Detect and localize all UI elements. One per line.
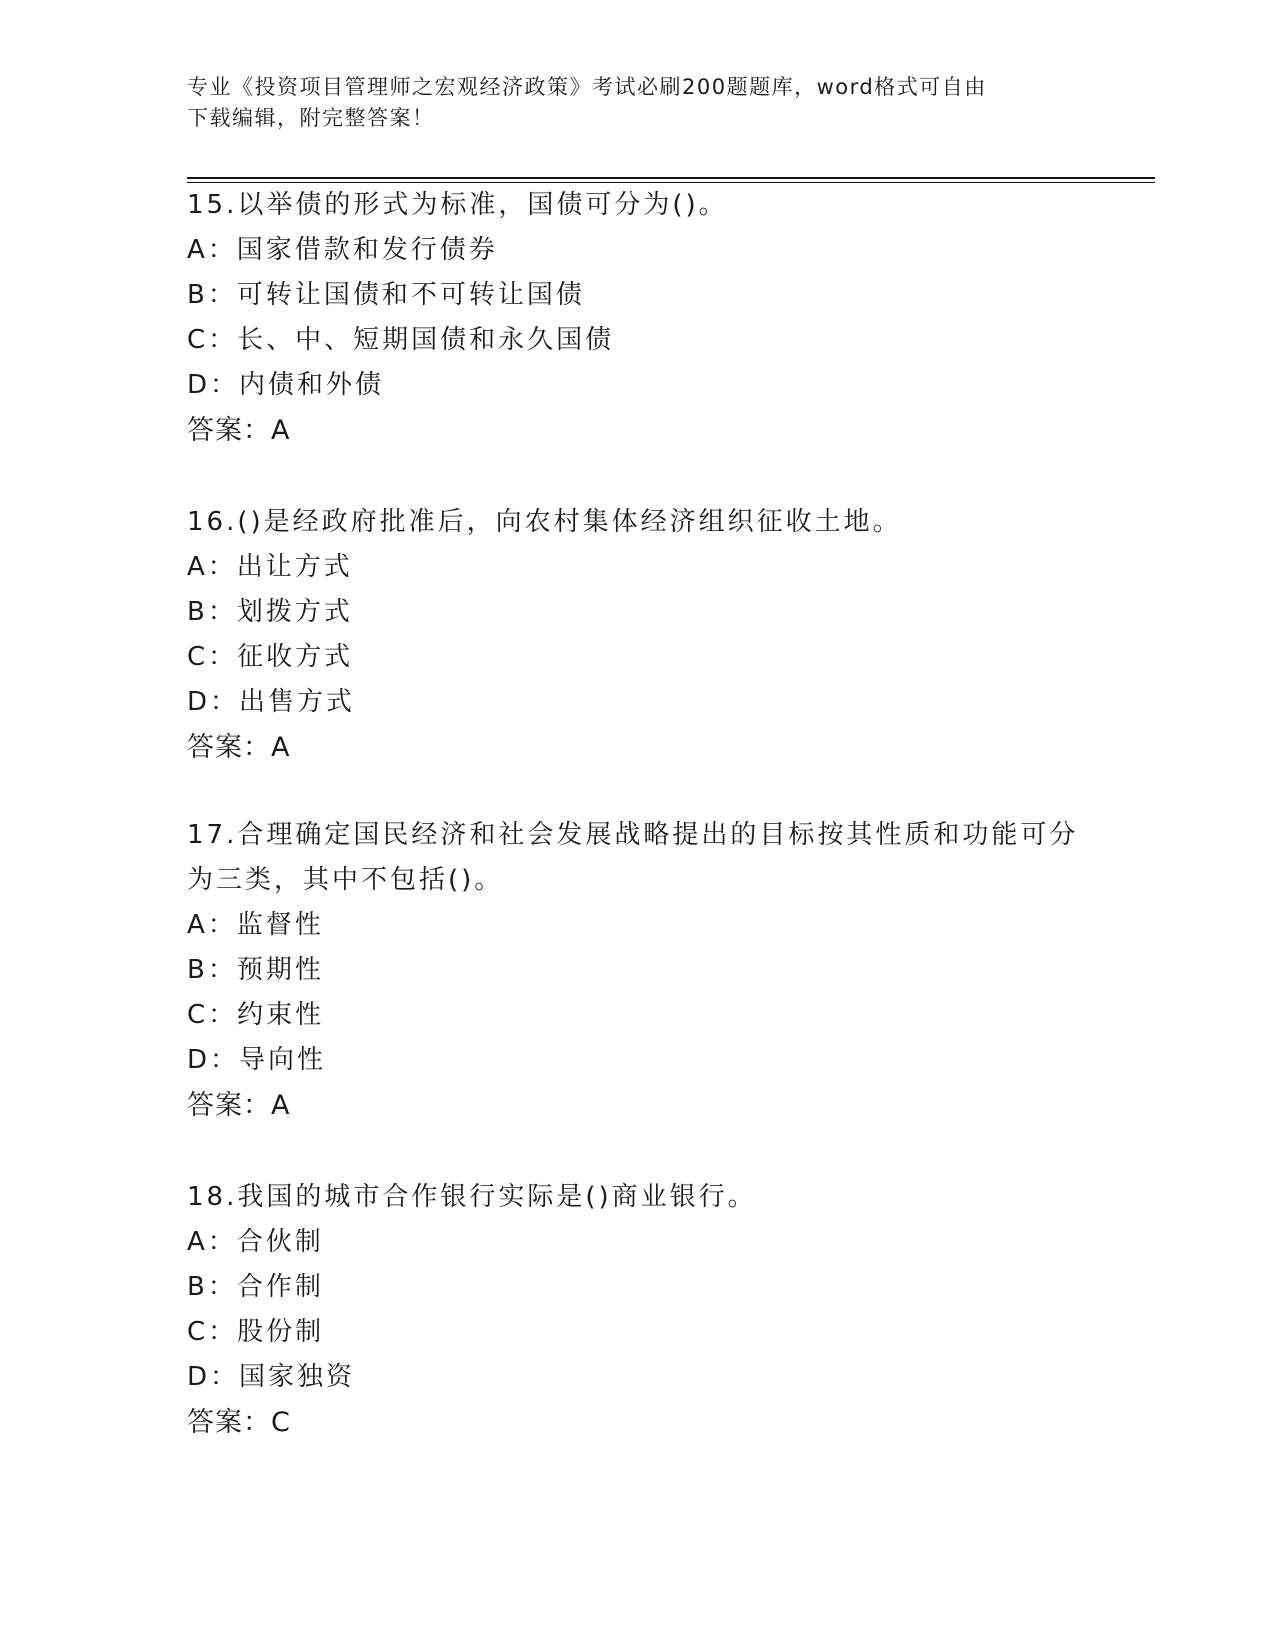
question-18 xyxy=(187,1175,1087,1446)
option-d: D：国家独资 xyxy=(187,1362,356,1392)
option-a: A：国家借款和发行债券 xyxy=(187,235,498,265)
question-16 xyxy=(187,500,1087,771)
answer-label: 答案：C xyxy=(187,1407,291,1438)
option-a: A：监督性 xyxy=(187,910,324,940)
option-c: C：长、中、短期国债和永久国债 xyxy=(187,325,615,355)
header-divider-thick xyxy=(187,177,1155,179)
question-stem-line-2: 为三类，其中不包括()。 xyxy=(187,865,504,895)
option-d: D：出售方式 xyxy=(187,687,356,717)
answer-label: 答案：A xyxy=(187,415,291,446)
answer-label: 答案：A xyxy=(187,1090,291,1121)
header-line-1: 专业《投资项目管理师之宏观经济政策》考试必刷200题题库，word格式可自由 xyxy=(187,75,987,99)
question-stem-line-1: 17.合理确定国民经济和社会发展战略提出的目标按其性质和功能可分 xyxy=(187,820,1079,850)
option-c: C：征收方式 xyxy=(187,642,354,672)
question-stem: 18.我国的城市合作银行实际是()商业银行。 xyxy=(187,1182,757,1212)
option-b: B：预期性 xyxy=(187,955,324,985)
option-a: A：合伙制 xyxy=(187,1227,324,1257)
question-15 xyxy=(187,183,1087,454)
header-line-2: 下载编辑，附完整答案！ xyxy=(187,106,435,130)
answer-label: 答案：A xyxy=(187,732,291,763)
option-c: C：股份制 xyxy=(187,1317,325,1347)
option-b: B：合作制 xyxy=(187,1272,324,1302)
option-d: D：导向性 xyxy=(187,1045,327,1075)
document-header xyxy=(187,72,1067,134)
question-stem: 16.()是经政府批准后，向农村集体经济组织征收土地。 xyxy=(187,507,902,537)
option-a: A：出让方式 xyxy=(187,552,353,582)
option-c: C：约束性 xyxy=(187,1000,325,1030)
option-b: B：划拨方式 xyxy=(187,597,353,627)
question-17 xyxy=(187,813,1087,1129)
question-stem: 15.以举债的形式为标准，国债可分为()。 xyxy=(187,190,728,220)
option-b: B：可转让国债和不可转让国债 xyxy=(187,280,585,310)
option-d: D：内债和外债 xyxy=(187,370,385,400)
